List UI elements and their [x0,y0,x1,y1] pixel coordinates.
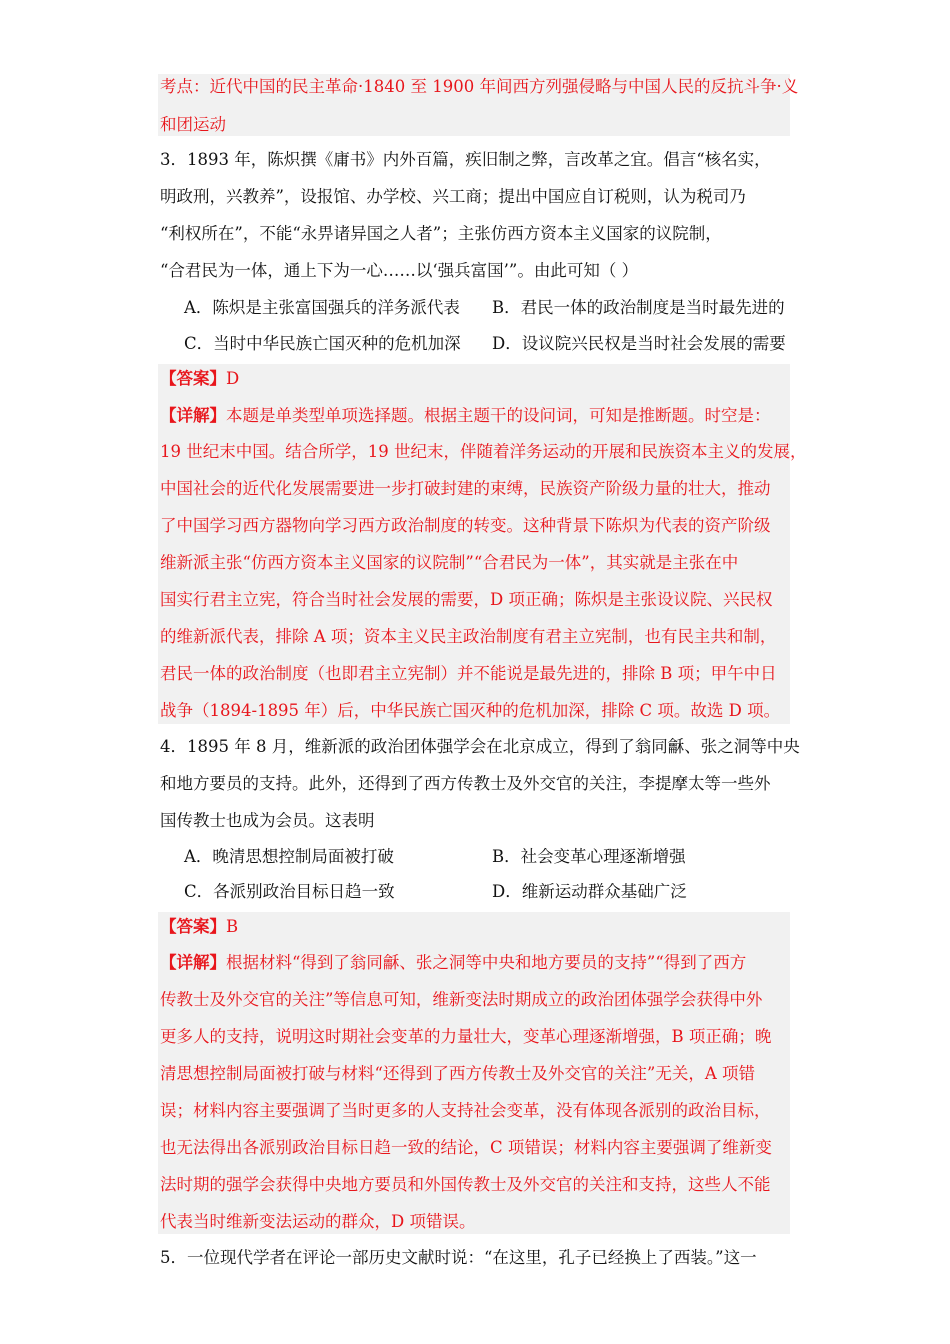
q3-detail-tag: 【详解】 [160,406,226,425]
q3-stem-line: “合君民为一体，通上下为一心……以‘强兵富国’”。由此可知（ ） [160,261,639,280]
q3-option-a: A．陈炽是主张富国强兵的洋务派代表 [184,298,460,317]
q3-stem-line: 3．1893 年，陈炽撰《庸书》内外百篇，疾旧制之弊，言改革之宜。倡言“核名实， [160,150,771,169]
q4-stem-line: 4．1895 年 8 月，维新派的政治团体强学会在北京成立，得到了翁同龢、张之洞等中央 [160,737,800,756]
q4-answer [160,916,238,938]
q4-detail-tag: 【详解】 [160,953,226,972]
q3-answer [160,368,239,390]
q4-detail-first-text: 根据材料“得到了翁同龢、张之洞等中央和地方要员的支持”“得到了西方 [226,953,747,972]
q3-answer-value: D [226,369,240,388]
q3-detail-first-text: 本题是单类型单项选择题。根据主题干的设问词，可知是推断题。时空是： [226,406,771,425]
q3-detail-line: 国实行君主立宪，符合当时社会发展的需要，D 项正确；陈炽是主张设议院、兴民权 [160,590,773,609]
q4-option-a: A．晚清思想控制局面被打破 [184,847,394,866]
q4-stem-line: 国传教士也成为会员。这表明 [160,811,375,830]
kaodian-line-1: 考点：近代中国的民主革命·1840 至 1900 年间西方列强侵略与中国人民的反抗斗争·义 [160,77,799,96]
q3-option-c: C．当时中华民族亡国灭种的危机加深 [184,334,461,353]
q3-detail-line: 战争（1894-1895 年）后，中华民族亡国灭种的危机加深，排除 C 项。故选 D 项。 [160,701,781,720]
q3-stem-line: “利权所在”，不能“永畀诸异国之人者”；主张仿西方资本主义国家的议院制， [160,224,722,243]
q4-detail-first [160,952,746,974]
q3-detail-line: 了中国学习西方器物向学习西方政治制度的转变。这种背景下陈炽为代表的资产阶级 [160,516,771,535]
q4-stem-line: 和地方要员的支持。此外，还得到了西方传教士及外交官的关注，李提摩太等一些外 [160,774,771,793]
q4-option-b: B．社会变革心理逐渐增强 [492,847,686,866]
q3-detail-first [160,405,771,427]
q4-detail-line: 也无法得出各派别政治目标日趋一致的结论，C 项错误；材料内容主要强调了维新变 [160,1138,772,1157]
q4-detail-line: 法时期的强学会获得中央地方要员和外国传教士及外交官的关注和支持，这些人不能 [160,1175,771,1194]
q4-detail-line: 传教士及外交官的关注”等信息可知，维新变法时期成立的政治团体强学会获得中外 [160,990,763,1009]
q3-detail-line: 君民一体的政治制度（也即君主立宪制）并不能说是最先进的，排除 B 项；甲午中日 [160,664,777,683]
q4-detail-line: 代表当时维新变法运动的群众，D 项错误。 [160,1212,476,1231]
q3-stem-line: 明政刑，兴教养”，设报馆、办学校、兴工商；提出中国应自订税则，认为税司乃 [160,187,746,206]
q4-answer-value: B [226,917,239,936]
q3-detail-line: 维新派主张“仿西方资本主义国家的议院制”“合君民为一体”，其实就是主张在中 [160,553,739,572]
kaodian-line-2: 和团运动 [160,115,226,134]
q5-stem-line: 5．一位现代学者在评论一部历史文献时说：“在这里，孔子已经换上了西装。”这一 [160,1248,757,1267]
q3-option-d: D．设议院兴民权是当时社会发展的需要 [492,334,786,353]
q3-option-b: B．君民一体的政治制度是当时最先进的 [492,298,785,317]
q3-detail-line: 中国社会的近代化发展需要进一步打破封建的束缚，民族资产阶级力量的壮大，推动 [160,479,771,498]
q4-detail-line: 更多人的支持，说明这时期社会变革的力量壮大，变革心理逐渐增强，B 项正确；晚 [160,1027,772,1046]
q3-detail-line: 的维新派代表，排除 A 项；资本主义民主政治制度有君主立宪制，也有民主共和制， [160,627,777,646]
q3-detail-line: 19 世纪末中国。结合所学，19 世纪末，伴随着洋务运动的开展和民族资本主义的发展， [160,442,807,461]
q3-answer-tag: 【答案】 [160,369,226,388]
q4-option-d: D．维新运动群众基础广泛 [492,882,687,901]
q4-detail-line: 清思想控制局面被打破与材料“还得到了西方传教士及外交官的关注”无关，A 项错 [160,1064,756,1083]
q4-detail-line: 误；材料内容主要强调了当时更多的人支持社会变革，没有体现各派别的政治目标， [160,1101,771,1120]
q4-answer-tag: 【答案】 [160,917,226,936]
q4-option-c: C．各派别政治目标日趋一致 [184,882,395,901]
